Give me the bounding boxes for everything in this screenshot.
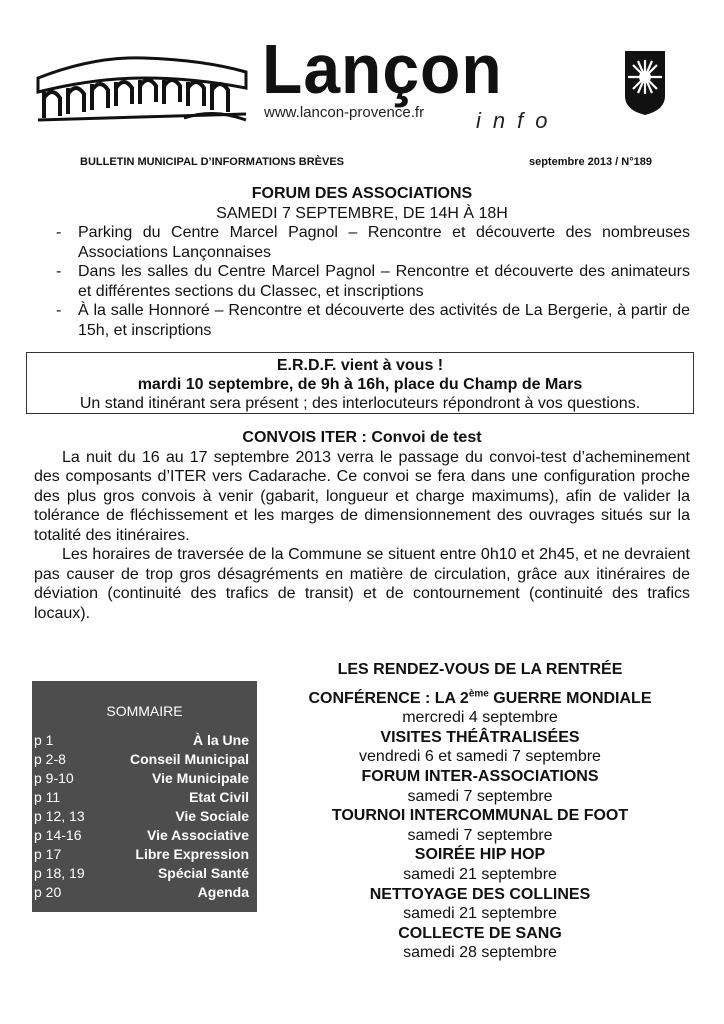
sommaire-page: p 12, 13 bbox=[34, 808, 85, 824]
sommaire-label: Conseil Municipal bbox=[129, 751, 249, 767]
sommaire-page: p 17 bbox=[34, 846, 62, 862]
event-name: VISITES THÉÂTRALISÉES bbox=[380, 728, 580, 746]
sommaire-label: Etat Civil bbox=[189, 789, 249, 805]
sommaire-label: Agenda bbox=[197, 884, 249, 900]
erdf-title: E.R.D.F. vient à vous ! bbox=[276, 357, 444, 374]
event-date: samedi 21 septembre bbox=[403, 905, 557, 923]
sommaire-row bbox=[34, 808, 255, 827]
paragraph: Les horaires de traversée de la Commune se situent entre 0h10 et 2h45, et ne devraient pas causer de trop gros désagréments en matière de circulation, grâce aux itinéraires de déviation (continuité des trafics de transit) et de contournement (continuité des trafics locaux). bbox=[34, 546, 690, 622]
sommaire-row bbox=[34, 846, 255, 865]
event-name: TOURNOI INTERCOMMUNAL DE FOOT bbox=[331, 807, 629, 825]
convois-section bbox=[34, 428, 690, 623]
masthead bbox=[28, 30, 700, 140]
event-date: mercredi 4 septembre bbox=[402, 709, 558, 727]
sommaire-label: Vie Sociale bbox=[175, 808, 249, 824]
coat-of-arms-icon bbox=[624, 50, 666, 116]
sommaire-row bbox=[34, 751, 255, 770]
event-date: samedi 7 septembre bbox=[407, 826, 553, 844]
sommaire-row bbox=[34, 827, 255, 846]
sommaire-label: À la Une bbox=[192, 732, 249, 748]
sommaire-page: p 9-10 bbox=[34, 770, 74, 786]
forum-title: FORUM DES ASSOCIATIONS bbox=[251, 185, 473, 202]
paragraph: La nuit du 16 au 17 septembre 2013 verra le passage du convoi-test d’acheminement des composants d’ITER vers Cadarache. Ce convoi se fera dans une configuration proche des plus gros convois à venir (gabarit, longueur et charge maximums), afin de valider la tolérance de fléchissement et les marges de dimensionnement des ouvrages situés sur la totalité des itinéraires. bbox=[34, 448, 690, 544]
list-item: - Dans les salles du Centre Marcel Pagnol – Rencontre et découverte des animateurs et différentes sections du Classec, et inscriptions bbox=[56, 263, 690, 300]
list-item-text: Parking du Centre Marcel Pagnol – Rencontre et découverte des nombreuses Associations Lançonnaises bbox=[78, 224, 690, 261]
forum-list bbox=[34, 223, 690, 340]
masthead-subtitle: info bbox=[476, 108, 560, 133]
bulletin-title: BULLETIN MUNICIPAL D’INFORMATIONS BRÈVES bbox=[80, 156, 344, 168]
list-item-text: Dans les salles du Centre Marcel Pagnol – Rencontre et découverte des animateurs et différentes sections du Classec, et inscriptions bbox=[78, 263, 690, 300]
rendez-vous-title: LES RENDEZ-VOUS DE LA RENTRÉE bbox=[337, 661, 623, 678]
convois-title: CONVOIS ITER : Convoi de test bbox=[242, 429, 482, 446]
sommaire-box bbox=[32, 681, 257, 912]
event-date: samedi 7 septembre bbox=[407, 787, 553, 805]
event-name: NETTOYAGE DES COLLINES bbox=[369, 885, 591, 903]
sommaire-row bbox=[34, 770, 255, 789]
sommaire-page: p 11 bbox=[34, 789, 61, 805]
event-name: COLLECTE DE SANG bbox=[398, 924, 562, 942]
conference-suffix: GUERRE MONDIALE bbox=[488, 689, 652, 707]
sommaire-page: p 20 bbox=[34, 884, 62, 900]
sommaire-row bbox=[34, 884, 255, 903]
sommaire-label: Vie Municipale bbox=[152, 770, 249, 786]
event-date: vendredi 6 et samedi 7 septembre bbox=[359, 748, 601, 766]
bulletin-issue: septembre 2013 / N°189 bbox=[528, 156, 652, 168]
sommaire-title: SOMMAIRE bbox=[106, 703, 183, 719]
forum-section bbox=[34, 184, 690, 340]
sommaire-page: p 18, 19 bbox=[34, 865, 85, 881]
castle-ruins-icon bbox=[34, 48, 249, 126]
sommaire-page: p 14-16 bbox=[34, 827, 82, 843]
event-name: FORUM INTER-ASSOCIATIONS bbox=[361, 767, 599, 785]
forum-date: SAMEDI 7 SEPTEMBRE, DE 14H À 18H bbox=[216, 204, 508, 222]
event-name bbox=[290, 689, 670, 709]
sommaire-label: Libre Expression bbox=[135, 846, 249, 862]
sommaire-label: Spécial Santé bbox=[157, 865, 249, 881]
sommaire-row bbox=[34, 732, 255, 751]
list-item: - À la salle Honnoré – Rencontre et découverte des activités de La Bergerie, à partir de 15h, et inscriptions bbox=[56, 302, 690, 339]
bulletin-header bbox=[60, 156, 660, 172]
event-name: SOIRÉE HIP HOP bbox=[414, 846, 546, 864]
erdf-text: Un stand itinérant sera présent ; des interlocuteurs répondront à vos questions. bbox=[79, 395, 641, 412]
conference-sup: ème bbox=[468, 688, 489, 700]
sommaire-row bbox=[34, 865, 255, 884]
sommaire-label: Vie Associative bbox=[147, 827, 249, 843]
rendez-vous-section bbox=[290, 660, 670, 963]
masthead-title: Lançon bbox=[262, 30, 503, 108]
masthead-url: www.lancon-provence.fr bbox=[264, 104, 425, 121]
list-item-text: À la salle Honnoré – Rencontre et découverte des activités de La Bergerie, à partir de 15h, et inscriptions bbox=[78, 302, 690, 339]
sommaire-page: p 2-8 bbox=[34, 751, 66, 767]
erdf-box bbox=[26, 352, 694, 414]
list-item: - Parking du Centre Marcel Pagnol – Rencontre et découverte des nombreuses Associations Lançonnaises bbox=[56, 224, 690, 261]
erdf-date: mardi 10 septembre, de 9h à 16h, place du Champ de Mars bbox=[137, 376, 583, 393]
event-date: samedi 28 septembre bbox=[403, 944, 557, 962]
conference-prefix: CONFÉRENCE : LA 2 bbox=[308, 689, 469, 707]
sommaire-row bbox=[34, 789, 255, 808]
event-date: samedi 21 septembre bbox=[403, 865, 557, 883]
sommaire-page: p 1 bbox=[34, 732, 54, 748]
